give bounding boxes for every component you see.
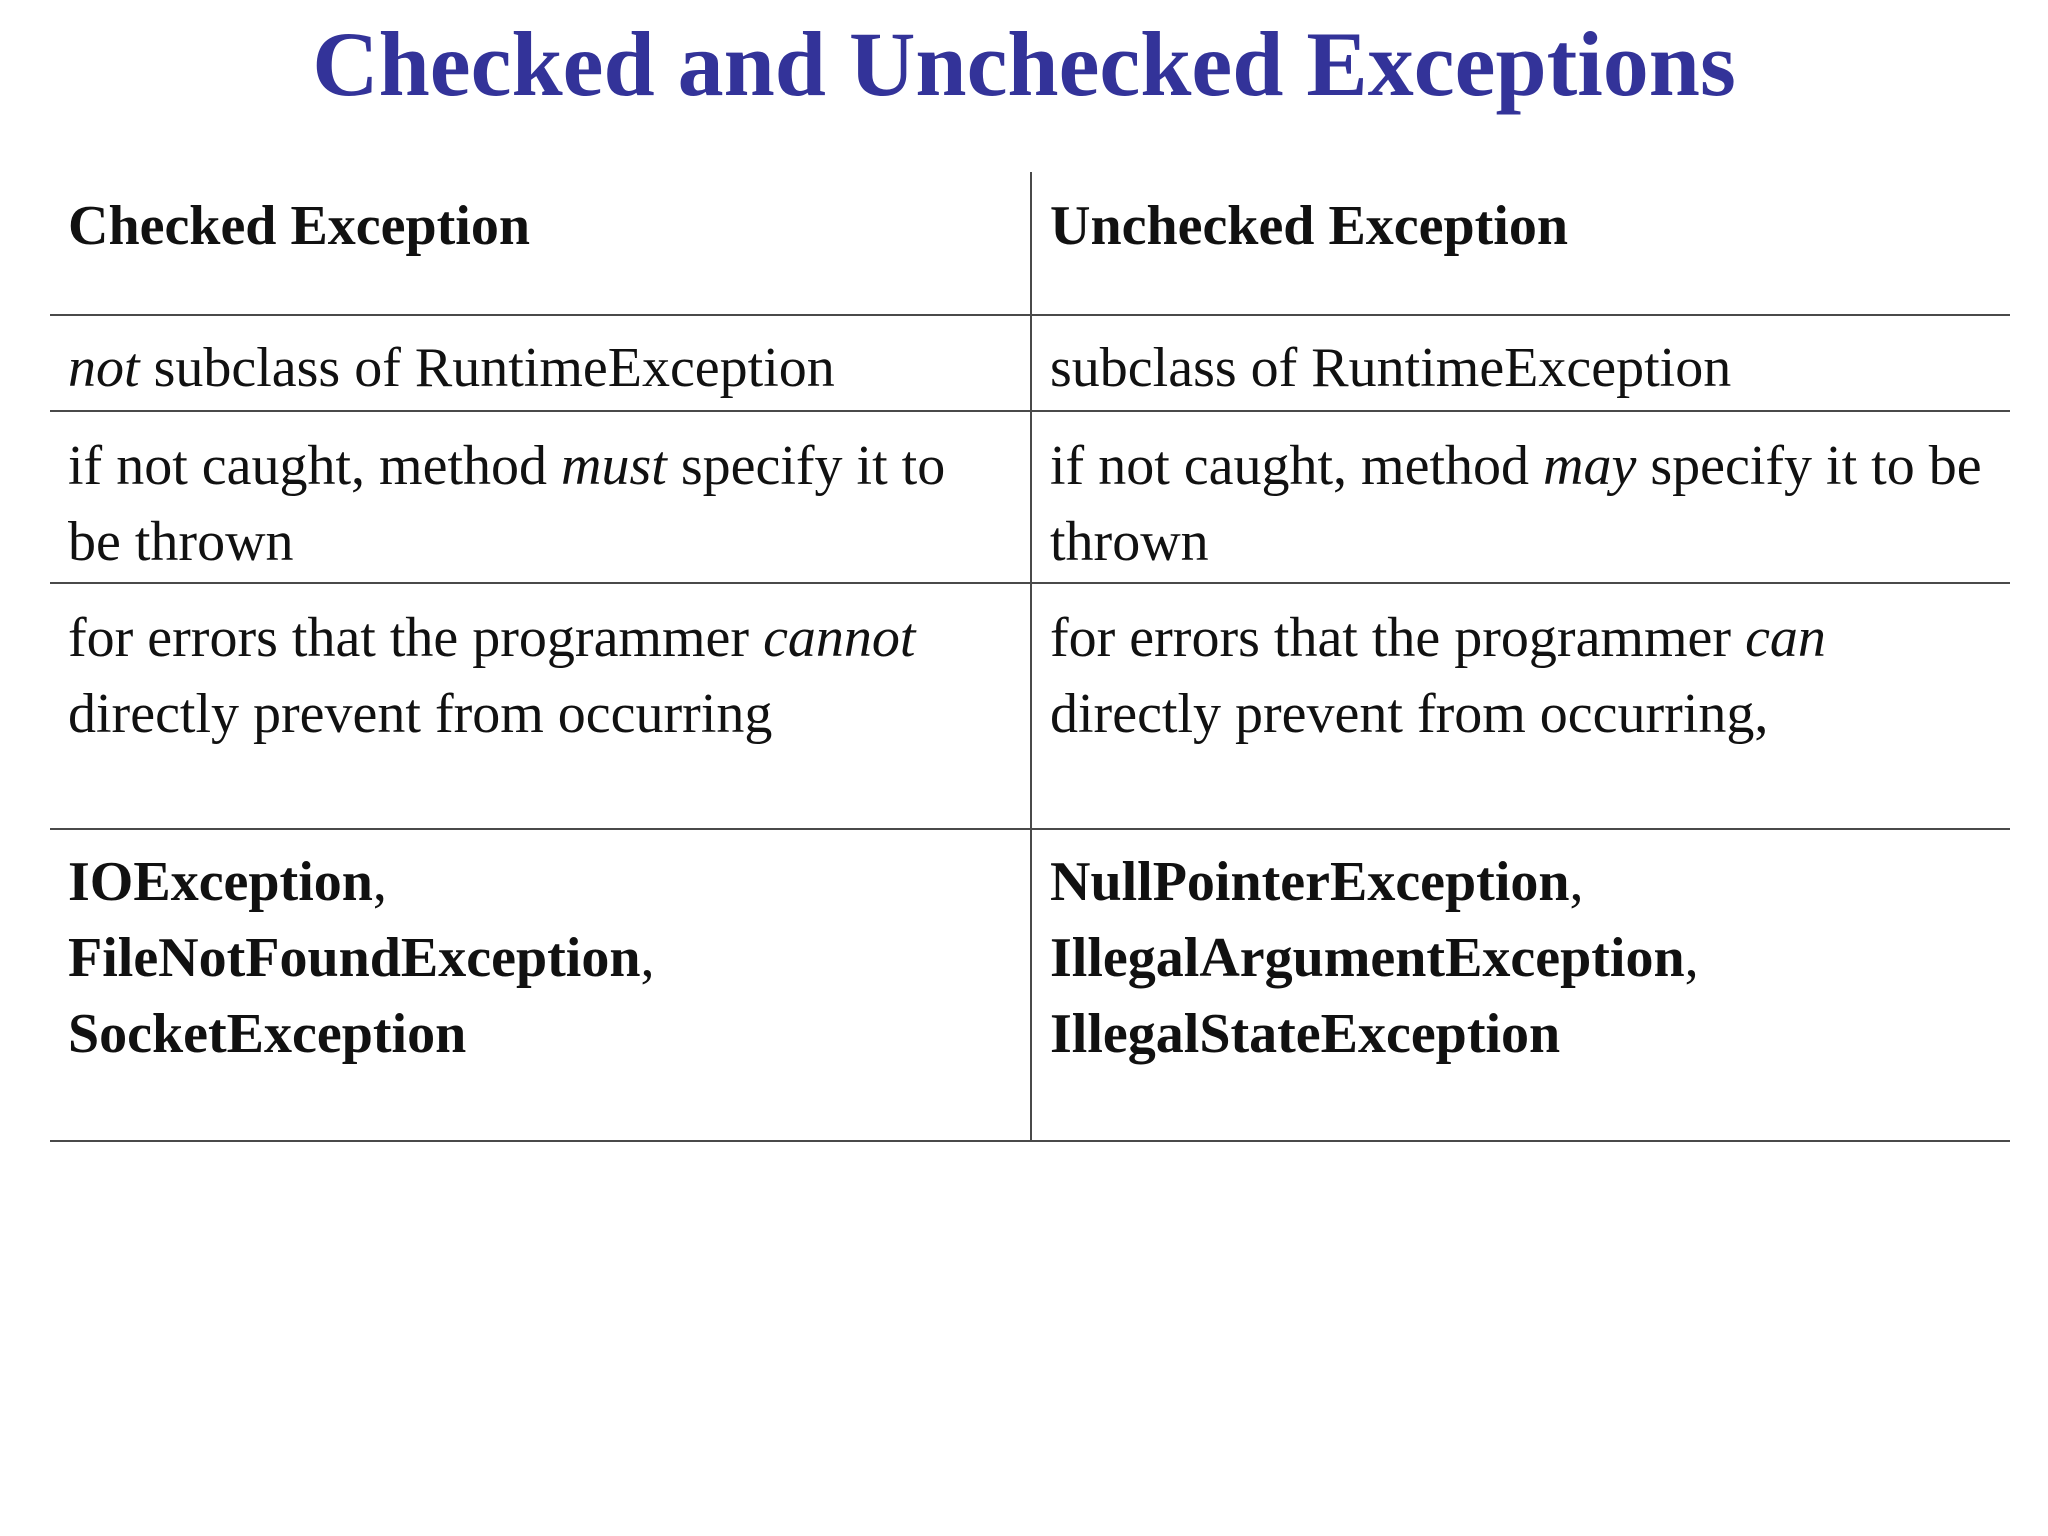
unchecked-errors-before: for errors that the programmer xyxy=(1050,607,1746,669)
checked-specify-after: specify it to be thrown xyxy=(68,435,946,573)
comparison-table xyxy=(50,172,2010,1142)
checked-errors-after: directly prevent from occurring xyxy=(68,683,773,745)
checked-errors-before: for errors that the programmer xyxy=(68,607,764,669)
checked-example-separator-1: , xyxy=(372,851,387,913)
checked-subclass-cell xyxy=(50,315,1031,411)
comparison-table-container xyxy=(50,172,2010,1142)
unchecked-example-separator-2: , xyxy=(1684,927,1699,989)
slide-title: Checked and Unchecked Exceptions xyxy=(312,13,1736,115)
header-checked-exception: Checked Exception xyxy=(50,172,1031,315)
checked-example-separator-2: , xyxy=(640,927,655,989)
unchecked-specify-cell xyxy=(1031,411,2010,583)
unchecked-errors-cell xyxy=(1031,583,2010,829)
checked-specify-emphasis: must xyxy=(561,435,667,497)
checked-specify-cell xyxy=(50,411,1031,583)
unchecked-example-3: IllegalStateException xyxy=(1050,1003,1561,1065)
table-row-errors xyxy=(50,583,2010,829)
unchecked-example-separator-1: , xyxy=(1569,851,1584,913)
checked-errors-emphasis: cannot xyxy=(763,607,916,669)
checked-example-2: FileNotFoundException xyxy=(68,927,641,989)
unchecked-specify-emphasis: may xyxy=(1543,435,1637,497)
unchecked-errors-emphasis: can xyxy=(1745,607,1826,669)
table-row-subclass xyxy=(50,315,2010,411)
checked-example-1: IOException xyxy=(68,851,373,913)
checked-specify-before: if not caught, method xyxy=(68,435,562,497)
checked-subclass-text: subclass of RuntimeException xyxy=(139,337,835,399)
unchecked-specify-after: specify it to be thrown xyxy=(1050,435,1982,573)
unchecked-subclass-cell xyxy=(1031,315,2010,411)
checked-example-3: SocketException xyxy=(68,1003,467,1065)
unchecked-example-2: IllegalArgumentException xyxy=(1050,927,1685,989)
unchecked-examples-cell xyxy=(1031,829,2010,1141)
checked-errors-cell xyxy=(50,583,1031,829)
unchecked-example-1: NullPointerException xyxy=(1050,851,1570,913)
header-unchecked-exception: Unchecked Exception xyxy=(1031,172,2010,315)
checked-examples-cell xyxy=(50,829,1031,1141)
unchecked-errors-after: directly prevent from occurring, xyxy=(1050,683,1769,745)
checked-subclass-emphasis: not xyxy=(68,337,140,399)
unchecked-specify-before: if not caught, method xyxy=(1050,435,1544,497)
table-row-examples xyxy=(50,829,2010,1141)
unchecked-subclass-text: subclass of RuntimeException xyxy=(1050,337,1732,399)
table-row-specify xyxy=(50,411,2010,583)
table-header-row xyxy=(50,172,2010,315)
